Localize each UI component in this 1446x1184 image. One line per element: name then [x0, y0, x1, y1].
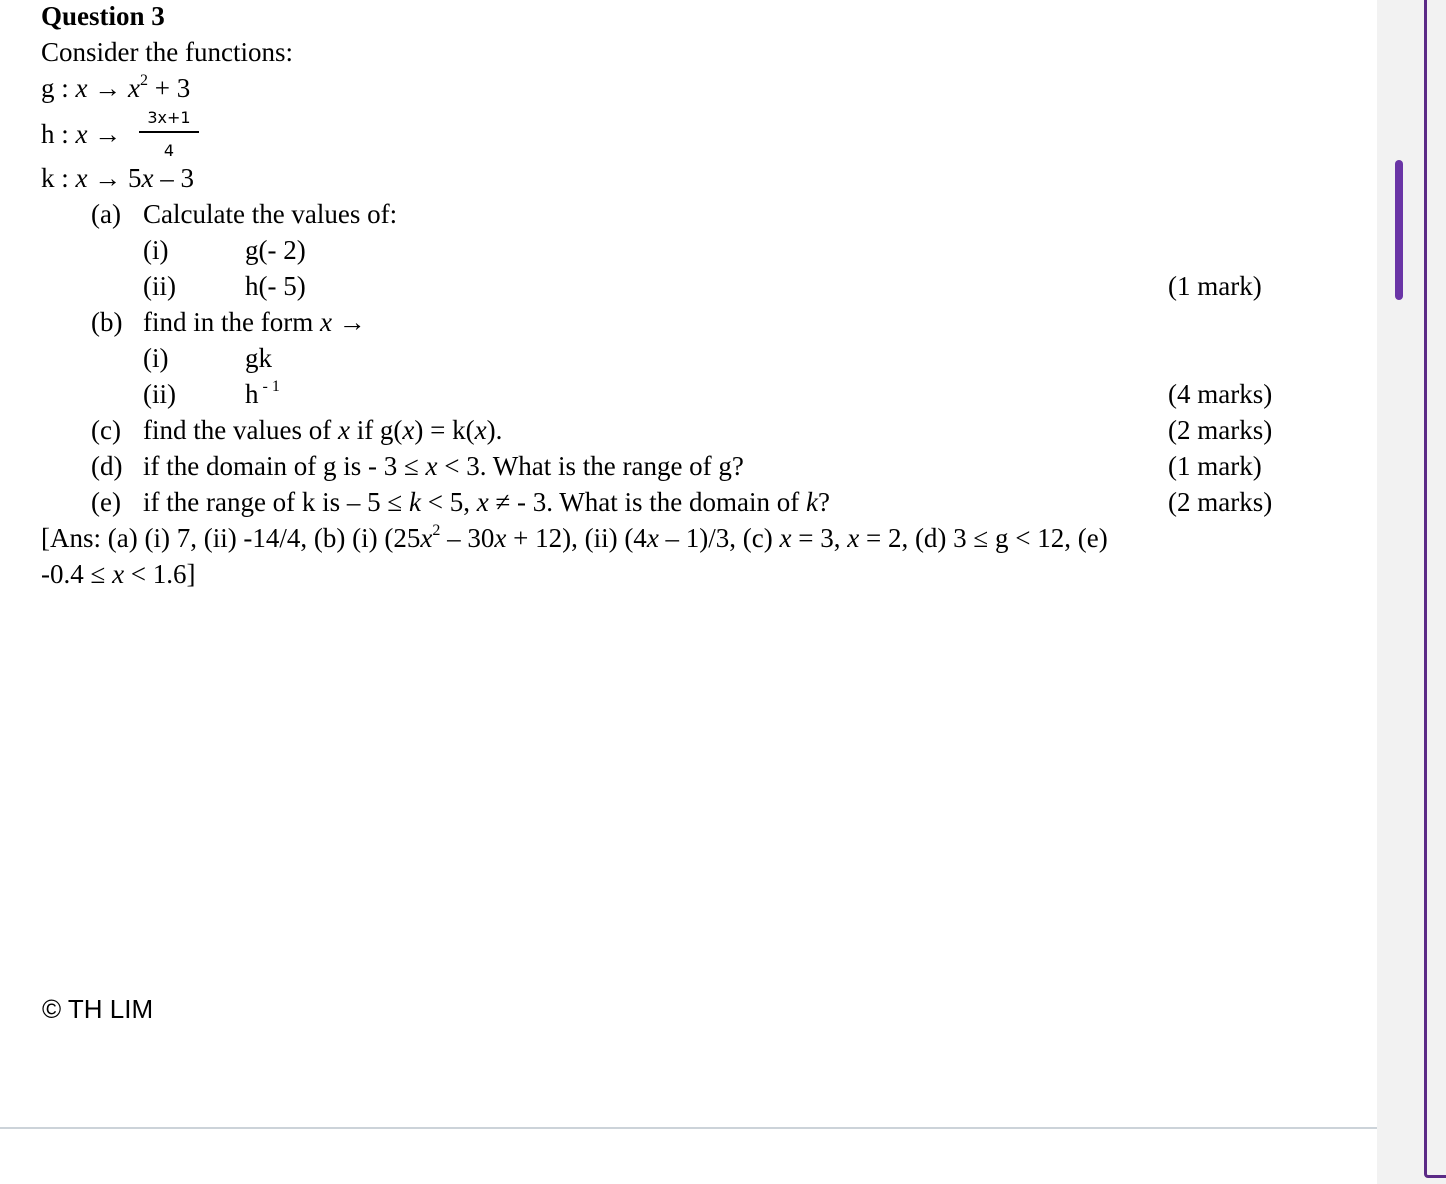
- part-d-text: if the domain of g is - 3 ≤ x < 3. What is the range of g?: [143, 451, 744, 481]
- part-b-label: (b): [91, 307, 123, 337]
- intro-text: Consider the functions:: [41, 37, 293, 67]
- part-d-label: (d): [91, 451, 123, 481]
- function-g: g : $x \to x^2 + 3$: [41, 72, 191, 103]
- part-a-text: Calculate the values of:: [143, 199, 398, 229]
- h-fraction-bar: [139, 131, 199, 133]
- part-b-i-text: gk: [245, 343, 272, 373]
- part-b-i-label: (i): [143, 343, 169, 373]
- part-c-text: find the values of x if g(x) = k(x).: [143, 415, 503, 445]
- h-denominator: 4: [163, 141, 175, 160]
- side-frame-border: [1424, 0, 1446, 1178]
- part-a-label: (a): [91, 199, 121, 229]
- part-a-i-label: (i): [143, 235, 169, 265]
- part-a-i-text: g(- 2): [245, 235, 306, 265]
- question-title: Question 3: [41, 1, 165, 31]
- part-a-ii-label: (ii): [143, 271, 176, 301]
- part-e-text: if the range of k is – 5 ≤ k < 5, x ≠ - 3. What is the domain of k?: [143, 487, 830, 517]
- answer-line-2: -0.4 ≤ x < 1.6]: [41, 559, 196, 589]
- part-e-label: (e): [91, 487, 121, 517]
- part-b-marks: (4 marks): [1168, 379, 1273, 409]
- h-numerator: 3x+1: [147, 108, 191, 127]
- part-c-label: (c): [91, 415, 121, 445]
- part-c-marks: (2 marks): [1168, 415, 1273, 445]
- part-b-ii-text: h $^{- 1}$: [245, 378, 280, 409]
- part-a-ii-text: h(- 5): [245, 271, 306, 301]
- scrollbar-thumb[interactable]: [1395, 160, 1403, 300]
- part-b-ii-label: (ii): [143, 379, 176, 409]
- answer-line-1: [Ans: (a) (i) 7, (ii) -14/4, (b) (i) $(25x^2 - 30x + 12)$, (ii) (4x – 1)/3, (c) x = 3, x = 2, (d) 3 ≤ g < 12, (e): [41, 522, 1108, 553]
- page-bottom-divider: [0, 1127, 1377, 1129]
- function-k: k : x → 5x – 3: [41, 163, 194, 193]
- part-d-marks: (1 mark): [1168, 451, 1262, 481]
- copyright-footer: © TH LIM: [42, 994, 154, 1024]
- function-h: h : x →: [41, 119, 122, 149]
- part-b-text: find in the form x →: [143, 307, 366, 337]
- part-a-marks: (1 mark): [1168, 271, 1262, 301]
- part-e-marks: (2 marks): [1168, 487, 1273, 517]
